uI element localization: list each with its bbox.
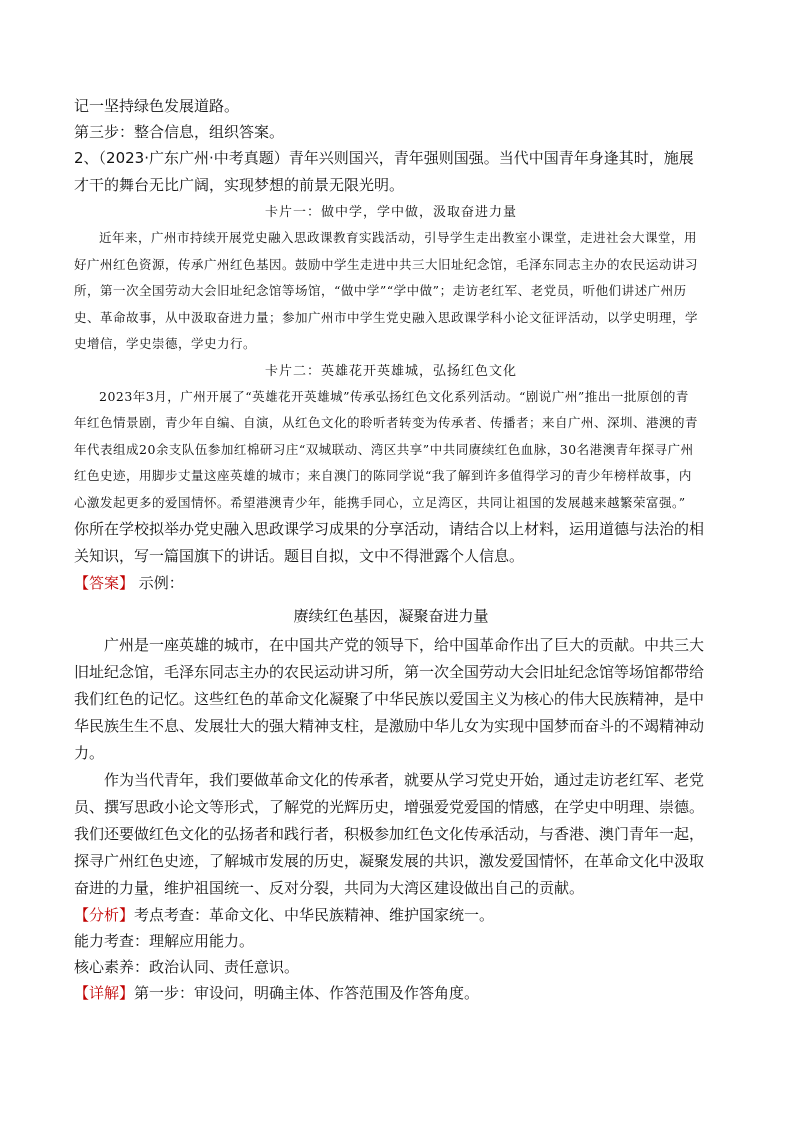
literacy-line: 核心素养：政治认同、责任意识。 [74, 958, 300, 976]
analysis-text: 考点考查：革命文化、中华民族精神、维护国家统一。 [134, 906, 495, 924]
detail-line [74, 980, 708, 1006]
detail-tag: 【详解】 [74, 984, 135, 1002]
answer-tag: 【答案】 [74, 574, 135, 592]
answer-heading [74, 570, 708, 596]
analysis-tag: 【分析】 [74, 906, 135, 924]
card2-body: 2023年3月，广州开展了“英雄花开英雄城”传承弘扬红色文化系列活动。“剧说广州”推出一批原创的青年红色情景剧，青少年自编、自演，从红色文化的聆听者转变为传承者、传播者；来自广州、深圳、港澳的青年代表组成20余支队伍参加红棉研习庄“双城联动、湾区共享”中共同赓续红色血脉，30名港澳青年探寻广州红色史迹，用脚步丈量这座英雄的城市；来自澳门的陈同学说“我了解到许多值得学习的青少年榜样故事，内心激发起更多的爱国情怀。希望港澳青少年，能携手同心，立足湾区，共同让祖国的发展越来越繁荣富强。” [74, 388, 699, 510]
card1-title: 卡片一：做中学，学中做，汲取奋进力量 [264, 205, 517, 220]
task-text: 你所在学校拟举办党史融入思政课学习成果的分享活动，请结合以上材料，运用道德与法治的相关知识，写一篇国旗下的讲话。题目自拟，文中不得泄露个人信息。 [74, 520, 705, 565]
ability-line: 能力考查：理解应用能力。 [74, 932, 255, 950]
text-line: 第三步：整合信息，组织答案。 [74, 123, 285, 141]
answer-essay-title: 赓续红色基因，凝聚奋进力量 [293, 607, 489, 625]
answer-paragraph: 广州是一座英雄的城市，在中国共产党的领导下，给中国革命作出了巨大的贡献。中共三大旧址纪念馆，毛泽东同志主办的农民运动讲习所，第一次全国劳动大会旧址纪念馆等场馆都带给我们红色的记忆。这些红色的革命文化凝聚了中华民族以爱国主义为核心的伟大民族精神，是中华民族生生不息、发展壮大的强大精神支柱，是激励中华儿女为实现中国梦而奋斗的不竭精神动力。 [74, 636, 705, 762]
card1-body: 近年来，广州市持续开展党史融入思政课教育实践活动，引导学生走出教室小课堂，走进社会大课堂，用好广州红色资源，传承广州红色基因。鼓励中学生走进中共三大旧址纪念馆，毛泽东同志主办的农民运动讲习所，第一次全国劳动大会旧址纪念馆等场馆，“做中学”“学中做”；走访老红军、老党员，听他们讲述广州历史、革命故事，从中汲取奋进力量；参加广州市中学生党史融入思政课学科小论文征评活动，以学史明理，学史增信，学史崇德，学史力行。 [74, 230, 699, 351]
card2-title: 卡片二：英雄花开英雄城，弘扬红色文化 [264, 363, 517, 379]
text-line: 记一坚持绿色发展道路。 [74, 97, 240, 115]
question-text: 2、（2023·广东广州·中考真题）青年兴则国兴，青年强则国强。当代中国青年身逢其时，施展才干的舞台无比广阔，实现梦想的前景无限光明。 [74, 149, 694, 194]
detail-text: 第一步：审设问，明确主体、作答范围及作答角度。 [134, 984, 480, 1002]
answer-lead: 示例： [138, 574, 184, 592]
analysis-line [74, 902, 708, 928]
answer-paragraph: 作为当代青年，我们要做革命文化的传承者，就要从学习党史开始，通过走访老红军、老党员、撰写思政小论文等形式，了解党的光辉历史，增强爱党爱国的情感，在学史中明理、崇德。我们还要做红色文化的弘扬者和践行者，积极参加红色文化传承活动，与香港、澳门青年一起，探寻广州红色史迹，了解城市发展的历史，凝聚发展的共识，激发爱国情怀，在革命文化中汲取奋进的力量，维护祖国统一、反对分裂，共同为大湾区建设做出自己的贡献。 [74, 771, 705, 897]
